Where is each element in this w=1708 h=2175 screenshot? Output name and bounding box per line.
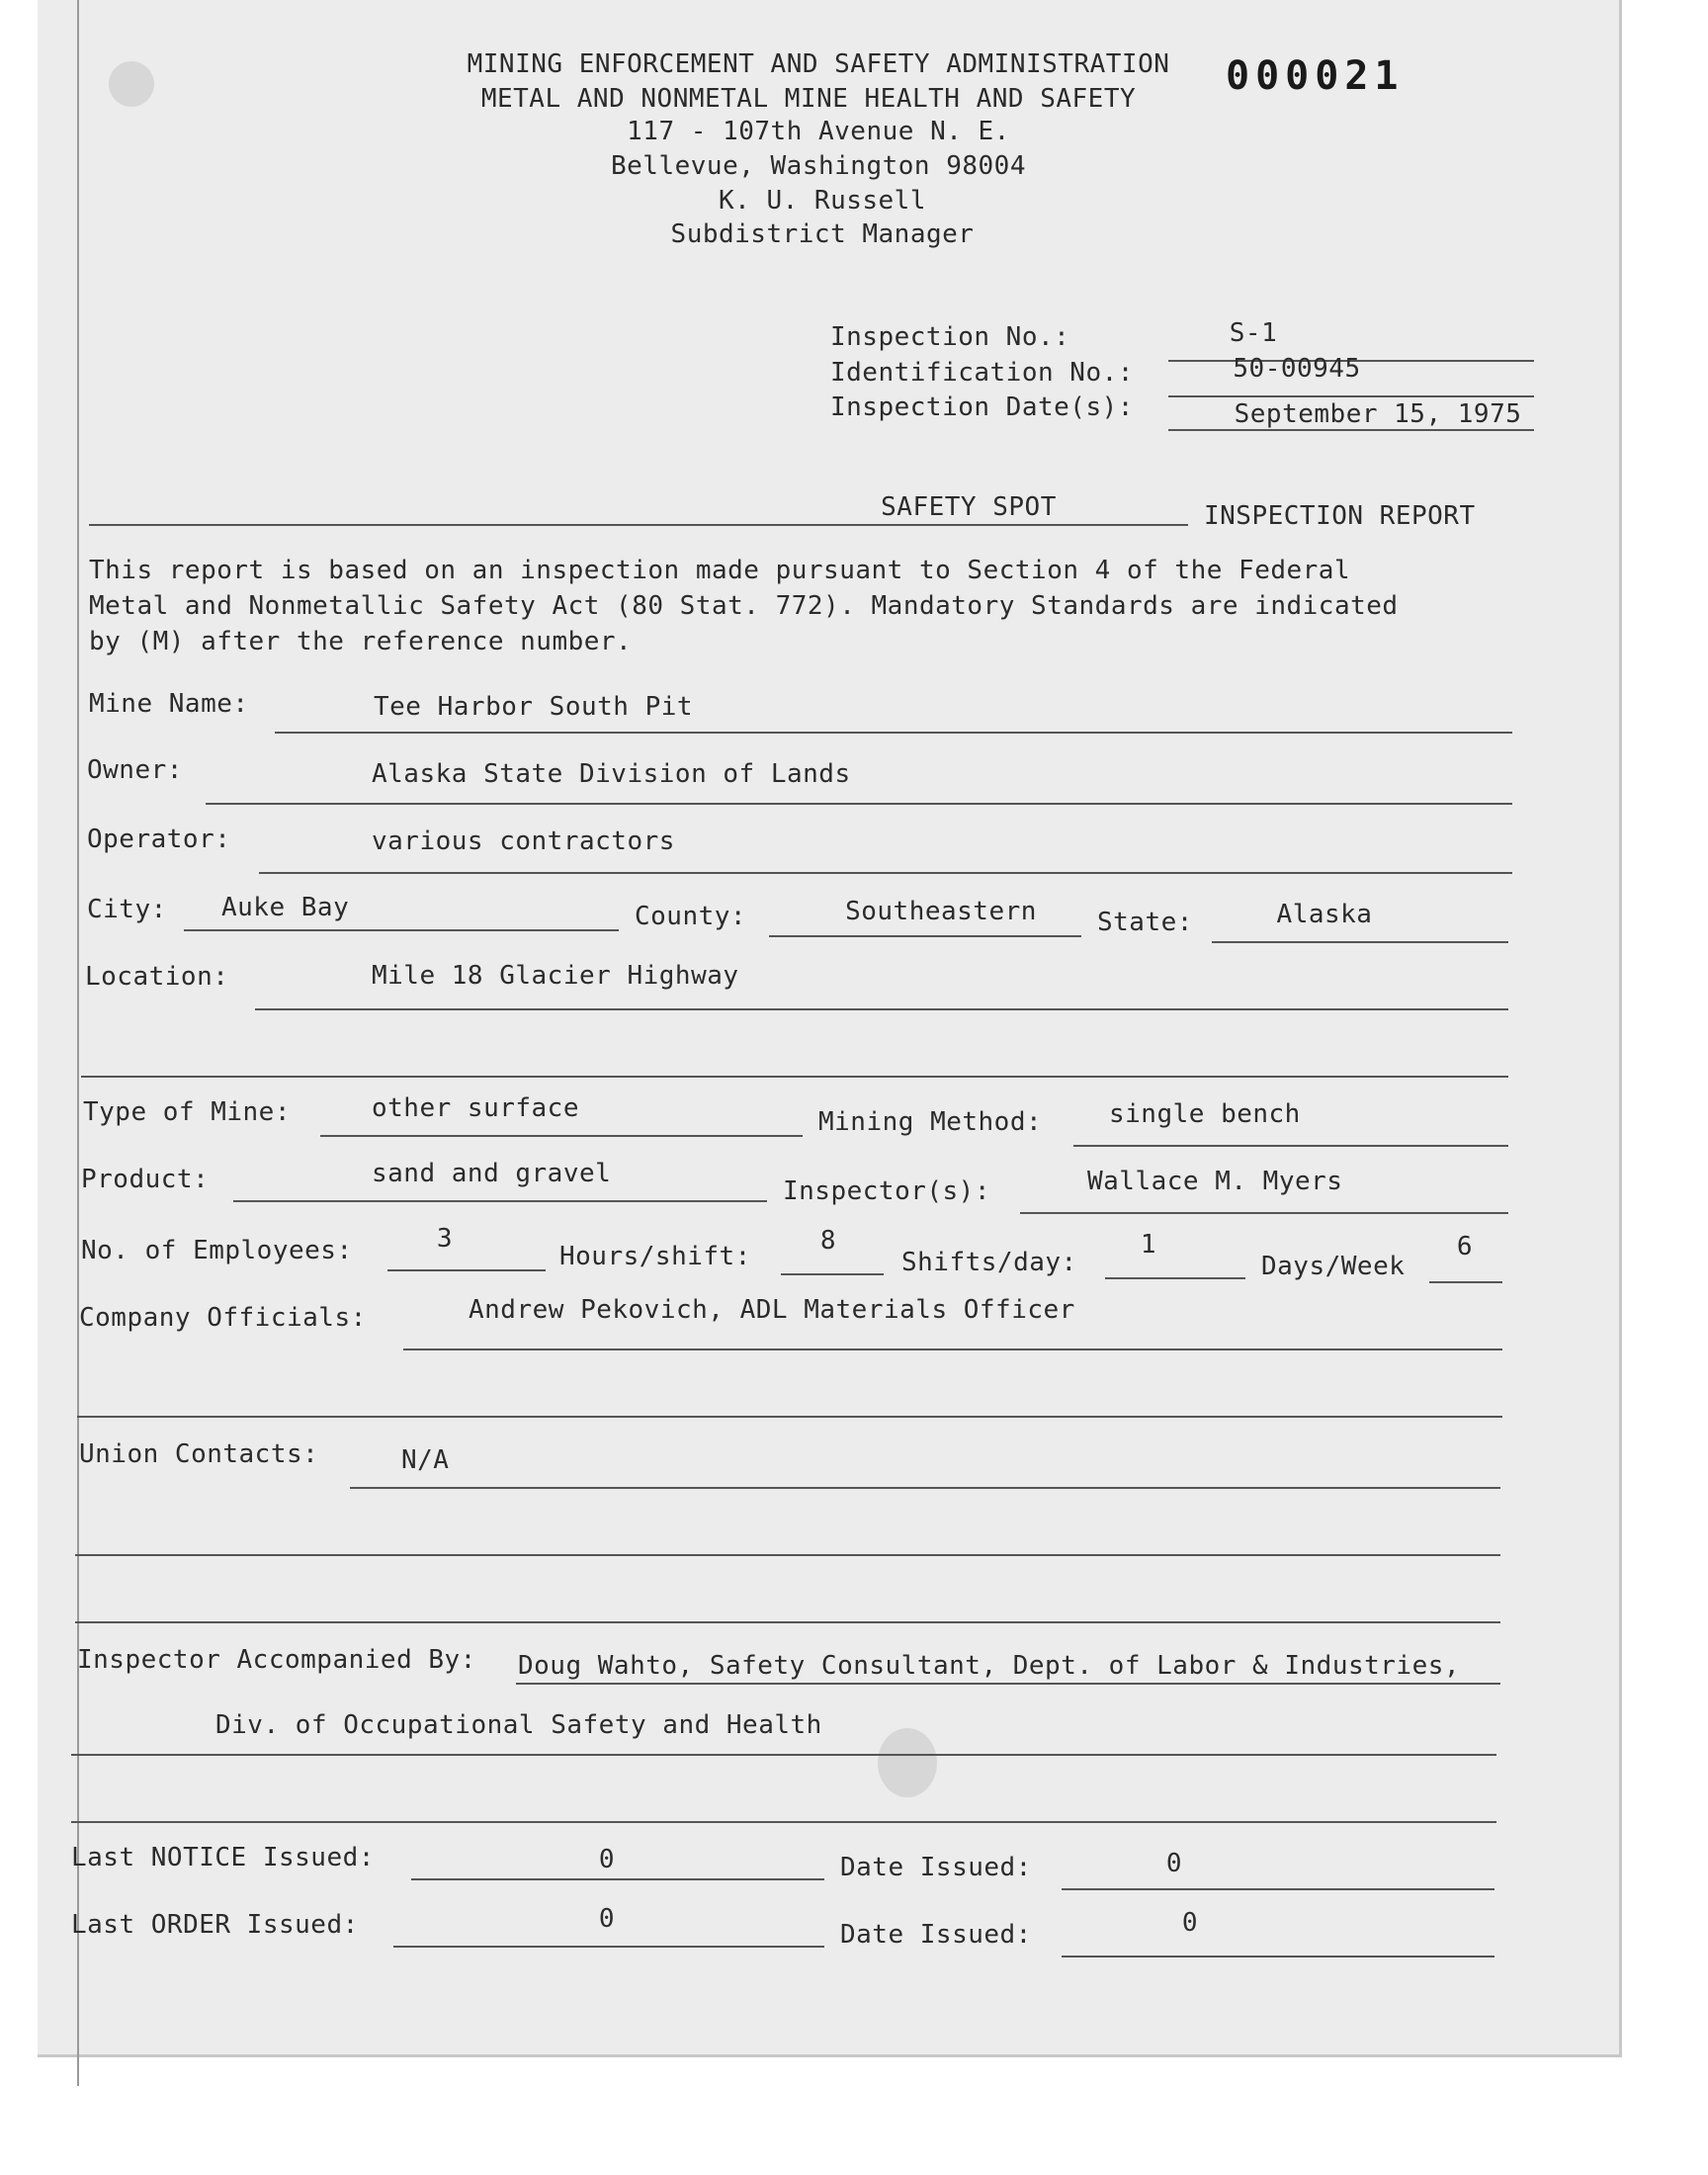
location-label: Location:: [85, 962, 229, 992]
last-notice-line: [411, 1878, 824, 1880]
operator: various contractors: [372, 826, 675, 856]
inspectors-label: Inspector(s):: [783, 1176, 990, 1206]
accompanied-by-line-2: Div. of Occupational Safety and Health: [215, 1710, 822, 1740]
company-officials: Andrew Pekovich, ADL Materials Officer: [469, 1295, 1075, 1325]
last-order: 0: [598, 1904, 616, 1934]
accompanied-extra-line: [71, 1821, 1496, 1823]
last-notice: 0: [598, 1845, 616, 1874]
inspection-date: September 15, 1975: [1234, 399, 1522, 429]
mining-method: single bench: [1109, 1099, 1301, 1129]
union-contacts-label: Union Contacts:: [79, 1439, 319, 1469]
city-line: [184, 929, 619, 931]
agency-name: MINING ENFORCEMENT AND SAFETY ADMINISTRATION: [467, 49, 1170, 79]
identification-number: 50-00945: [1233, 354, 1361, 384]
mining-method-label: Mining Method:: [818, 1107, 1043, 1137]
company-officials-line: [403, 1348, 1502, 1350]
inspection-date-label: Inspection Date(s):: [830, 392, 1134, 422]
order-date-line: [1062, 1956, 1494, 1958]
shifts: 1: [1140, 1230, 1157, 1260]
product-line: [233, 1200, 767, 1202]
days: 6: [1456, 1232, 1474, 1262]
accompanied-by-line-1: Doug Wahto, Safety Consultant, Dept. of Labor & Industries,: [518, 1651, 1461, 1681]
manager-title: Subdistrict Manager: [670, 219, 975, 249]
employees: 3: [436, 1224, 454, 1254]
accompanied-by-label: Inspector Accompanied By:: [77, 1645, 476, 1675]
city-label: City:: [87, 895, 167, 924]
union-extra-line-2: [75, 1621, 1500, 1623]
owner-label: Owner:: [87, 755, 183, 785]
last-order-line: [393, 1946, 824, 1948]
employees-label: No. of Employees:: [81, 1236, 353, 1265]
identification-number-line: [1168, 395, 1534, 397]
operator-line: [259, 872, 1512, 874]
intro-line-1: This report is based on an inspection made pursuant to Section 4 of the Federal: [89, 556, 1351, 585]
employees-line: [387, 1269, 546, 1271]
product-label: Product:: [81, 1165, 210, 1194]
last-order-label: Last ORDER Issued:: [71, 1910, 359, 1940]
accompanied-by-underline: [516, 1683, 1500, 1685]
location: Mile 18 Glacier Highway: [372, 961, 739, 991]
report-type: SAFETY SPOT: [881, 492, 1057, 522]
company-officials-extra-line: [77, 1416, 1502, 1418]
last-notice-label: Last NOTICE Issued:: [71, 1843, 375, 1872]
mining-method-line: [1073, 1145, 1508, 1147]
inspectors: Wallace M. Myers: [1087, 1167, 1343, 1196]
company-officials-label: Company Officials:: [79, 1303, 367, 1333]
mine-name-line: [275, 732, 1512, 734]
owner: Alaska State Division of Lands: [372, 759, 851, 789]
owner-line: [206, 803, 1512, 805]
location-extra-line: [81, 1076, 1508, 1078]
operator-label: Operator:: [87, 825, 231, 854]
manager-name: K. U. Russell: [719, 186, 926, 216]
inspection-date-line: [1168, 429, 1534, 431]
left-margin-rule: [77, 0, 79, 2086]
notice-date: 0: [1165, 1849, 1183, 1878]
inspection-number-label: Inspection No.:: [830, 322, 1070, 352]
days-line: [1429, 1281, 1502, 1283]
address-line-1: 117 - 107th Avenue N. E.: [627, 117, 1010, 146]
type-of-mine-line: [320, 1135, 803, 1137]
notice-date-label: Date Issued:: [840, 1853, 1032, 1882]
union-extra-line-1: [75, 1554, 1500, 1556]
state-label: State:: [1097, 908, 1193, 937]
county-line: [769, 935, 1081, 937]
union-contacts: N/A: [401, 1445, 450, 1475]
mine-name: Tee Harbor South Pit: [374, 692, 694, 722]
inspection-number: S-1: [1229, 318, 1278, 348]
ink-smudge: [878, 1728, 937, 1797]
division-name: METAL AND NONMETAL MINE HEALTH AND SAFETY: [480, 84, 1137, 114]
intro-line-3: by (M) after the reference number.: [89, 627, 633, 656]
location-line: [255, 1008, 1508, 1010]
report-type-line: [89, 524, 1188, 526]
document-number: 000021: [1226, 53, 1405, 99]
hours-label: Hours/shift:: [559, 1242, 751, 1271]
union-contacts-line: [350, 1487, 1500, 1489]
order-date: 0: [1181, 1908, 1199, 1938]
hours: 8: [819, 1226, 837, 1256]
type-of-mine: other surface: [372, 1093, 579, 1123]
intro-line-2: Metal and Nonmetallic Safety Act (80 Stat. 772). Mandatory Standards are indicated: [89, 591, 1399, 621]
shifts-line: [1105, 1277, 1245, 1279]
notice-date-line: [1062, 1888, 1494, 1890]
ink-smudge: [109, 61, 154, 107]
type-of-mine-label: Type of Mine:: [83, 1097, 291, 1127]
inspectors-line: [1020, 1212, 1508, 1214]
days-label: Days/Week: [1261, 1252, 1406, 1281]
address-line-2: Bellevue, Washington 98004: [611, 151, 1026, 181]
identification-number-label: Identification No.:: [830, 358, 1134, 388]
order-date-label: Date Issued:: [840, 1920, 1032, 1950]
document-page: [38, 0, 1622, 2057]
city: Auke Bay: [221, 893, 350, 922]
shifts-label: Shifts/day:: [901, 1248, 1077, 1277]
mine-name-label: Mine Name:: [89, 689, 249, 719]
accompanied-by-line-2-rule: [71, 1754, 1496, 1756]
county: Southeastern: [845, 897, 1037, 926]
hours-line: [781, 1273, 884, 1275]
state: Alaska: [1276, 900, 1373, 929]
county-label: County:: [635, 902, 747, 931]
product: sand and gravel: [372, 1159, 612, 1188]
report-title: INSPECTION REPORT: [1204, 501, 1476, 531]
state-line: [1212, 941, 1508, 943]
